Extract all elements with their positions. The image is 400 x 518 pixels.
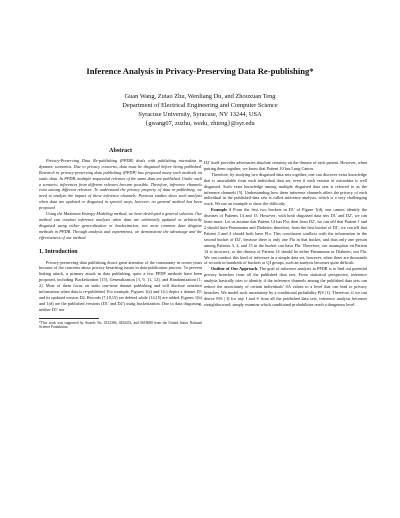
abstract-paragraph: Privacy-Preserving Data Re-publishing (PPDR) deals with publishing microdata in dynamic scenarios. Due to privacy concerns, data must be disguised before being published. Research in privacy-preserving data publishing (PPDP) has proposed many such methods on static data. In PPDR, multiple sequential releases of the same data are published. Under such a scenario, inferences from different releases become possible. Therefore, inference channels exist among different releases. To understand the privacy property of data re-publishing, we need to analyze the impact of these inference channels. Previous studies show such analysis when data are updated or disguised in special ways, however, no general method has been proposed. <box>39 157 202 211</box>
footnote-divider <box>39 318 99 319</box>
abstract-heading: Abstract <box>108 147 133 154</box>
abstract-paragraph: Using the Maximum Entropy Modeling method, we have developed a general solution. Our method can conduct inference analysis when data are arbitrarily updated or arbitrarily disguised using either generalization or bucketization, two most common data disguise methods in PPDR. Through analysis and experiments, we demonstrate the advantage and the effectiveness of our method. <box>39 211 202 240</box>
abstract-body <box>39 158 202 241</box>
paper-title: Inference Analysis in Privacy-Preserving Data Re-publishing* <box>86 66 314 76</box>
author-department: Department of Electrical Engineering and Computer Science <box>122 102 278 109</box>
author-emails: {gwang07, zuzhu, wedu, zhteng}@syr.edu <box>145 120 255 127</box>
left-column <box>39 148 202 330</box>
example-paragraph <box>204 207 367 266</box>
author-block <box>0 92 400 128</box>
footnote: *This work was supported by Awards No. 0312366, 0430252, and 0618680 from the United States National Science Foundation. <box>39 320 202 330</box>
right-column <box>204 160 367 308</box>
author-names: Guan Wang, Zutao Zhu, Wenliang Du, and Zhouxuan Teng <box>124 93 276 100</box>
author-university: Syracuse University, Syracuse, NY 13244, USA <box>138 111 262 118</box>
example-text: From the first two buckets in D1' of Figure 1(d), one cannot identify the diseases of Patients 14 and 15. However, with both disguised data sets D1' and D2', we can learn more. Let us assume that Patient 14 has Flu, then from D2', we can tell that Patient 1 and 2 should have Pneumonia and Diabetes; therefore, from the first bucket of D1', we can tell that Patient 3 and 4 should both have Flu. This conclusion conflicts with the information in the second bucket of D2', because there is only one Flu in that bucket, and thus only one person among Patients 3, 4, and 15 in the bucket can have Flu. Therefore, our assumption on Patient 14 is incorrect, so the disease of Patient 14 should be either Pneumonia or Diabetes, not Flu. We can conduct this kind of inference in a simple data set, however, when there are thousands of records in hundreds of buckets or QI groups, such an analysis becomes quite difficult. <box>204 207 367 266</box>
outline-label: Outline of Our Approach. <box>211 266 259 272</box>
outline-paragraph <box>204 266 367 307</box>
body-paragraph: Therefore, by studying two disguised data sets together, one can discover extra knowledge that is unavailable from each individual data set, even if each version of microdata is well disguised. Such extra knowledge among multiple disguised data sets is referred to as the inference channels [5]. Understanding how these inference channels affect the privacy of each individual in the published data sets is called inference analysis, which is a very challenging work. We use an example to show the difficulty. <box>204 171 367 207</box>
outline-text: The goal of inference analysis in PPDR is to find out potential privacy breaches from all the published data sets. From statistical perspective, inference analysis basically tries to identify if the inference channels among the published data sets can reduce the uncertainty of certain individuals' SA values to a level that can lead to privacy breaches. We model such uncertainty by a conditional probability P(S | I). Therefore, if we can derive P(S | I) for any I and S from all the published data sets, inference analysis becomes straightforward: simply examine which conditional probabilities reach a dangerous level. <box>204 266 367 307</box>
example-label: Example 1 <box>211 207 232 213</box>
intro-heading: 1. Introduction <box>39 248 78 255</box>
intro-paragraph: Privacy-preserving data publishing draws great attention of the community in recent years because of the concerns about privacy breaching issues in data publication process. To prevent linking attack, a primary attack in data publishing, quite a few PPDP methods have been proposed, including Bucketization [15], Generalization [3, 9, 11, 12], and Randomization [1, 2]. Most of them focus on static one-time dataset publishing and will disclose sensitive information when data is re-published. For example, Figures 1(a) and 1(c) depict a dataset D1 and its updated version D2. Records (7,10,15) are deleted while (14,15) are added. Figures 1(b) and 1(d) are the published versions (D1' and D2') using bucketization. Due to data disguising, neither D1' nor <box>39 259 202 312</box>
body-paragraph: D2' itself provides adversaries absolute certainty on the disease of each patient. However, when putting them together, we know that Patient 10 has Lung Cancer. <box>204 160 367 171</box>
